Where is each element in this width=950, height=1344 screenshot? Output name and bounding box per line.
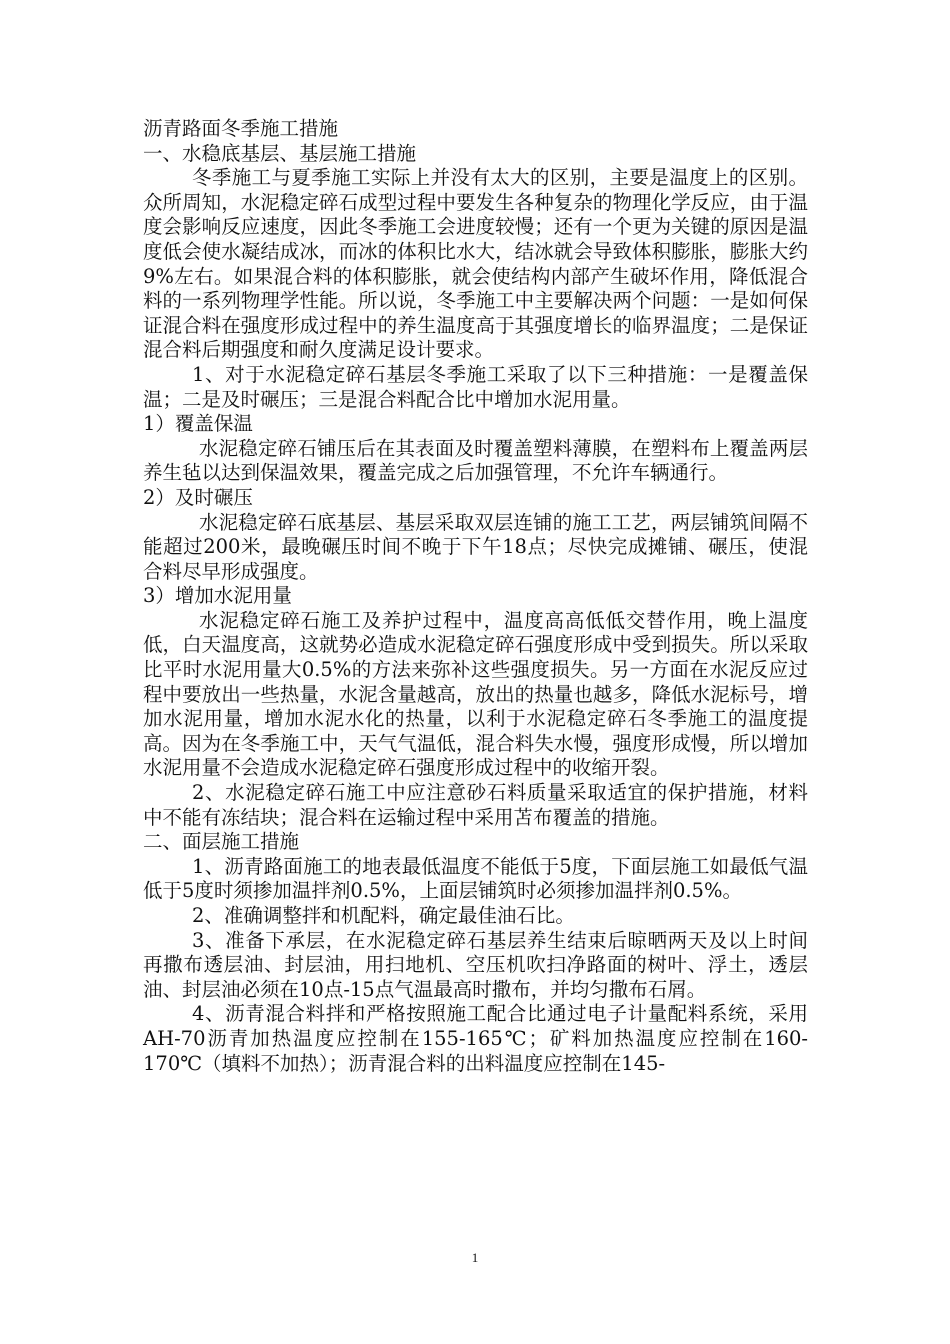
paragraph: 2、准确调整拌和机配料，确定最佳油石比。 xyxy=(192,904,575,927)
paragraph: 水泥稳定碎石施工及养护过程中，温度高高低低交替作用，晚上温度低，白天温度高，这就势必造成水泥稳定碎石强度形成中受到损失。所以采取比平时水泥用量大0.5%的方法来弥补这些强度损失。另一方面在水泥反应过程中要放出一些热量，水泥含量越高，放出的热量也越多，降低水泥标号，增加水泥用量，增加水泥水化的热量，以利于水泥稳定碎石冬季施工的温度提高。因为在冬季施工中，天气气温低，混合料失水慢，强度形成慢，所以增加水泥用量不会造成水泥稳定碎石强度形成过程中的收缩开裂。 xyxy=(143,608,808,780)
document-body xyxy=(143,117,808,1076)
paragraph: 1、对于水泥稳定碎石基层冬季施工采取了以下三种措施：一是覆盖保温；二是及时碾压；三是混合料配合比中增加水泥用量。 xyxy=(143,362,808,411)
paragraph: 水泥稳定碎石铺压后在其表面及时覆盖塑料薄膜，在塑料布上覆盖两层养生毡以达到保温效果，覆盖完成之后加强管理，不允许车辆通行。 xyxy=(143,436,808,485)
page-number: 1 xyxy=(471,1250,479,1265)
subheading: 1）覆盖保温 xyxy=(143,412,253,436)
paragraph: 冬季施工与夏季施工实际上并没有太大的区别，主要是温度上的区别。众所周知，水泥稳定碎石成型过程中要发生各种复杂的物理化学反应，由于温度会影响反应速度，因此冬季施工会进度较慢；还有一个更为关键的原因是温度低会使水凝结成冰，而冰的体积比水大，结冰就会导致体积膨胀，膨胀大约9%左右。如果混合料的体积膨胀，就会使结构内部产生破坏作用，降低混合料的一系列物理学性能。所以说，冬季施工中主要解决两个问题：一是如何保证混合料在强度形成过程中的养生温度高于其强度增长的临界温度；二是保证混合料后期强度和耐久度满足设计要求。 xyxy=(143,166,808,362)
subheading: 2）及时碾压 xyxy=(143,485,253,509)
paragraph: 水泥稳定碎石底基层、基层采取双层连铺的施工工艺，两层铺筑间隔不能超过200米，最晚碾压时间不晚于下午18点；尽快完成摊铺、碾压，使混合料尽早形成强度。 xyxy=(143,510,808,583)
paragraph: 1、沥青路面施工的地表最低温度不能低于5度，下面层施工如最低气温低于5度时须掺加温拌剂0.5%，上面层铺筑时必须掺加温拌剂0.5%。 xyxy=(143,854,808,903)
section-heading-1: 一、水稳底基层、基层施工措施 xyxy=(143,141,417,165)
paragraph: 4、沥青混合料拌和严格按照施工配合比通过电子计量配料系统，采用AH-70沥青加热温度应控制在155-165℃；矿料加热温度应控制在160-170℃（填料不加热）；沥青混合料的出料温度应控制在145- xyxy=(143,1002,808,1075)
section-heading-2: 二、面层施工措施 xyxy=(143,830,300,854)
subheading: 3）增加水泥用量 xyxy=(143,584,292,608)
paragraph: 2、水泥稳定碎石施工中应注意砂石料质量采取适宜的保护措施，材料中不能有冻结块；混合料在运输过程中采用苫布覆盖的措施。 xyxy=(143,781,808,829)
paragraph: 3、准备下承层，在水泥稳定碎石基层养生结束后晾晒两天及以上时间再撒布透层油、封层油，用扫地机、空压机吹扫净路面的树叶、浮土，透层油、封层油必须在10点-15点气温最高时撒布，并均匀撒布石屑。 xyxy=(143,928,808,1001)
document-title: 沥青路面冬季施工措施 xyxy=(143,117,339,140)
